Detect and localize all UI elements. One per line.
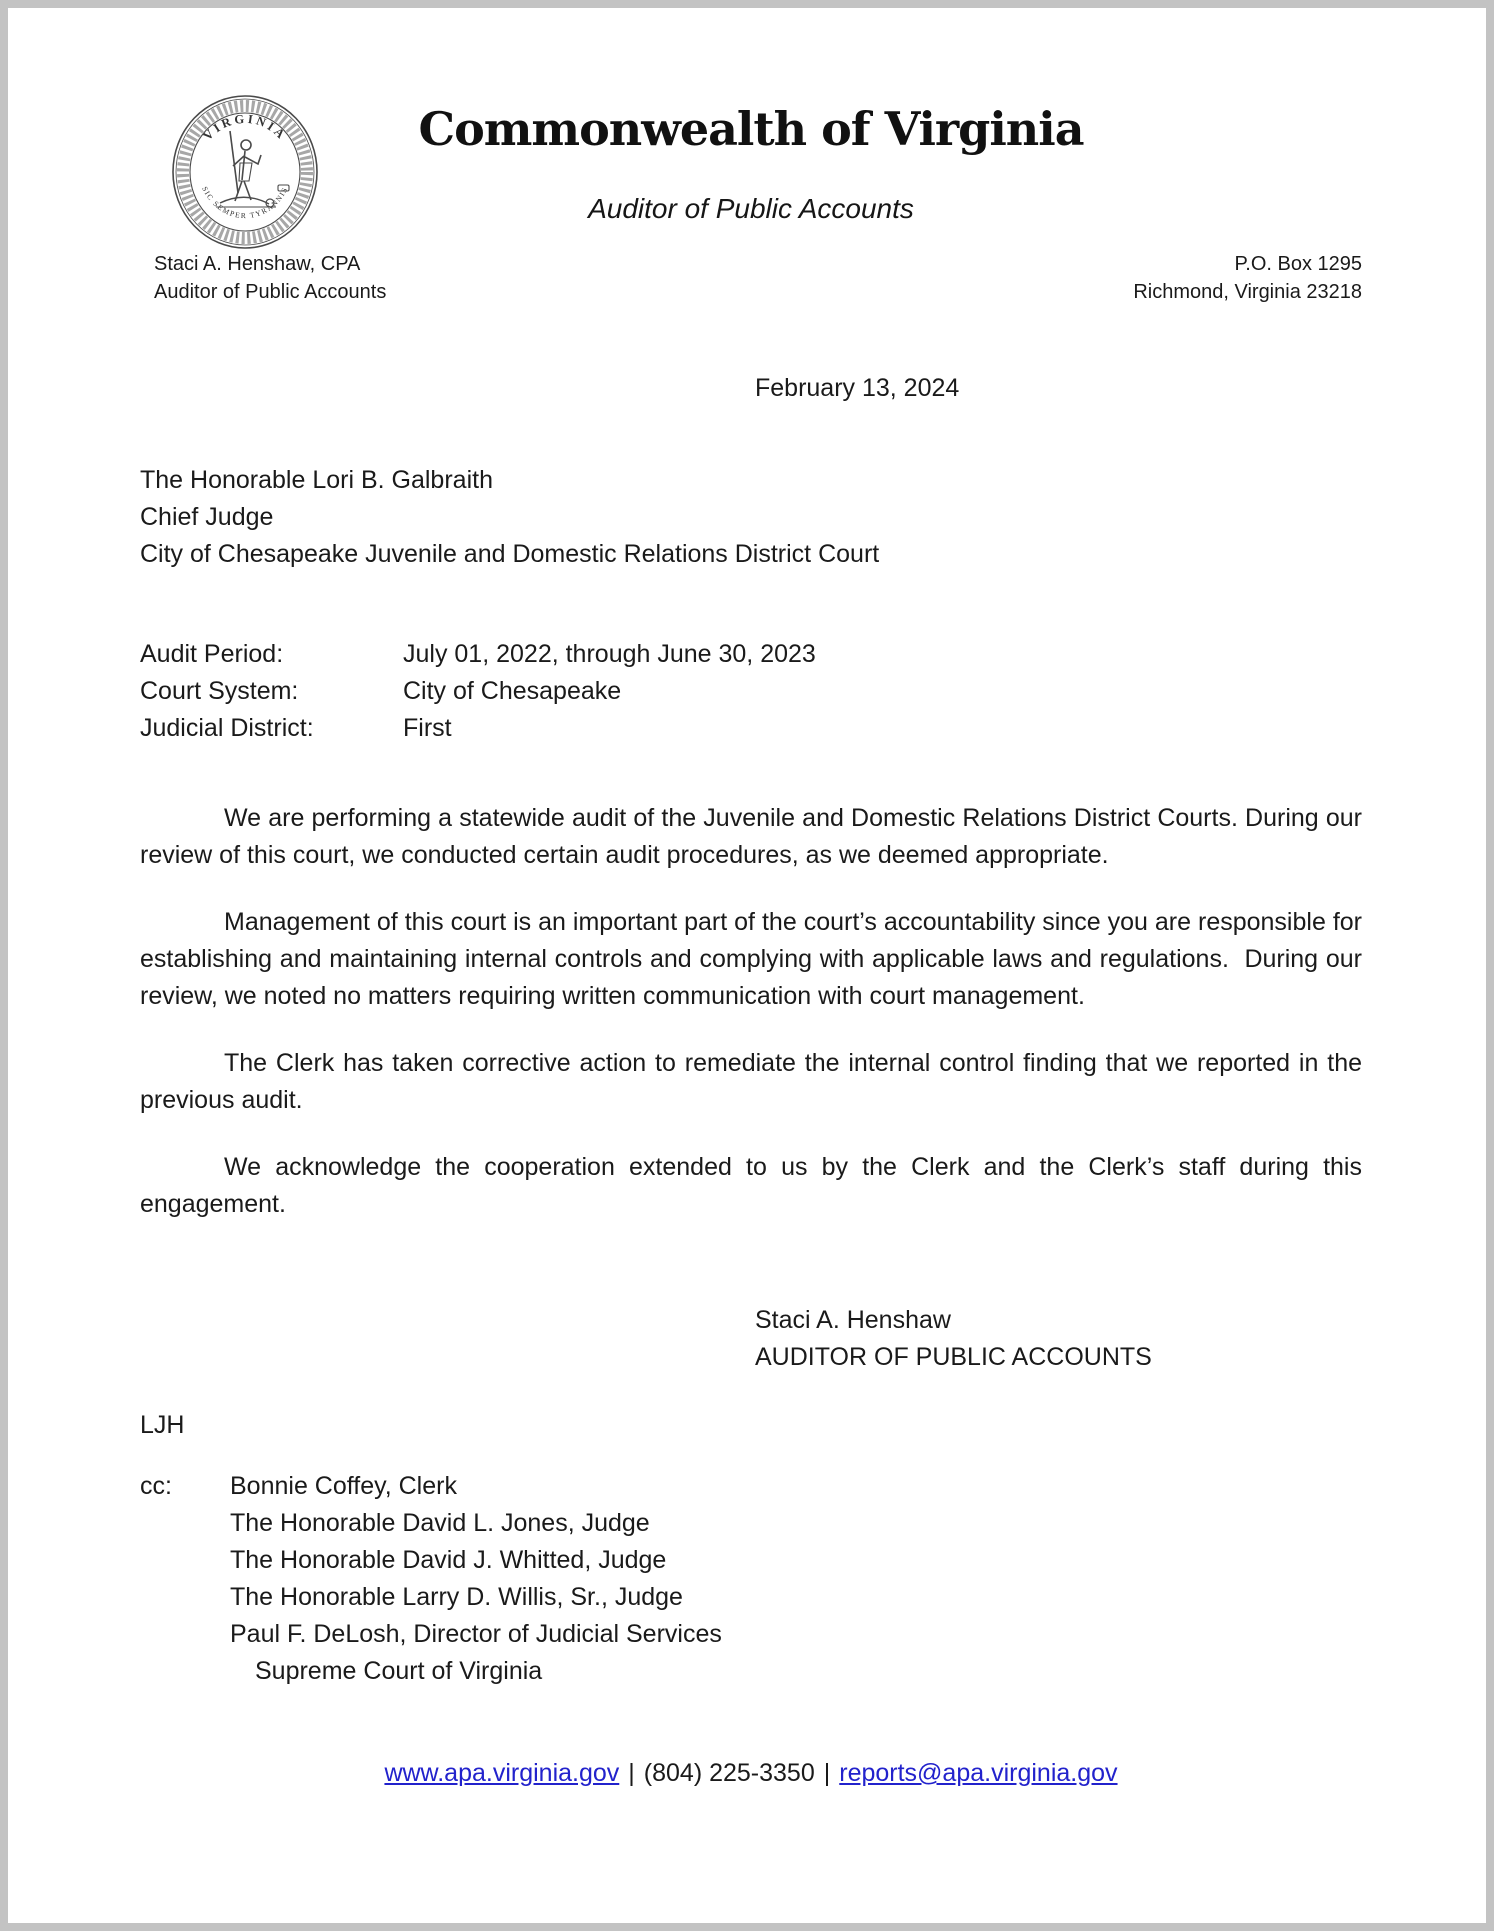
letterhead-title: Commonwealth of Virginia (418, 102, 1084, 156)
body-paragraph-4: We acknowledge the cooperation extended to us by the Clerk and the Clerk’s staff during this engagement. (140, 1153, 1362, 1218)
address-block (1133, 250, 1362, 306)
cc-label: cc: (140, 1472, 172, 1500)
body-paragraph-2: Management of this court is an important part of the court’s accountability since you are responsible for establishing and maintaining internal controls and complying with applicable laws and regulations. During our review, we noted no matters requiring written communication with court management. (140, 908, 1362, 1010)
detail-value: First (403, 714, 452, 742)
footer-contact-line (140, 1755, 1362, 1792)
recipient-block (140, 462, 1362, 573)
signature-block (140, 1302, 1362, 1376)
address-line-1: P.O. Box 1295 (1234, 253, 1362, 275)
official-name: Staci A. Henshaw, CPA (154, 253, 361, 275)
signature-title: AUDITOR OF PUBLIC ACCOUNTS (755, 1343, 1152, 1371)
letterhead-info-row (140, 250, 1362, 306)
address-line-2: Richmond, Virginia 23218 (1133, 281, 1362, 303)
cc-item: Supreme Court of Virginia (255, 1657, 543, 1685)
cc-item: The Honorable Larry D. Willis, Sr., Judge (230, 1583, 683, 1611)
detail-row-judicial-district (140, 710, 1362, 747)
svg-text:SIC SEMPER TYRANNIS (200, 185, 290, 220)
detail-label: Judicial District: (140, 714, 314, 742)
official-title: Auditor of Public Accounts (154, 281, 387, 303)
cc-list (230, 1468, 722, 1690)
detail-value: July 01, 2022, through June 30, 2023 (403, 640, 816, 668)
virginia-state-seal-icon (170, 93, 320, 251)
footer-separator: | (823, 1759, 831, 1787)
cc-item: Paul F. DeLosh, Director of Judicial Services (230, 1620, 722, 1648)
letterhead-subtitle: Auditor of Public Accounts (588, 193, 914, 224)
detail-label: Court System: (140, 677, 299, 705)
website-link[interactable]: www.apa.virginia.gov (384, 1759, 620, 1787)
phone-number: (804) 225-3350 (643, 1759, 815, 1787)
seal-top-text: VIRGINIA (200, 111, 290, 144)
cc-item: Bonnie Coffey, Clerk (230, 1472, 457, 1500)
detail-row-court-system (140, 673, 1362, 710)
detail-value: City of Chesapeake (403, 677, 622, 705)
cc-item: The Honorable David J. Whitted, Judge (230, 1546, 667, 1574)
signature-name: Staci A. Henshaw (755, 1306, 951, 1334)
svg-text:VIRGINIA (200, 112, 289, 143)
cc-block (140, 1468, 1362, 1690)
detail-label: Audit Period: (140, 640, 284, 668)
body-paragraph-3: The Clerk has taken corrective action to remediate the internal control finding that we reported in the previous audit. (140, 1049, 1362, 1114)
recipient-organization: City of Chesapeake Juvenile and Domestic Relations District Court (140, 540, 880, 568)
cc-item: The Honorable David L. Jones, Judge (230, 1509, 650, 1537)
seal-bottom-text: SIC SEMPER TYRANNIS (200, 184, 290, 221)
body-paragraph-1: We are performing a statewide audit of the Juvenile and Domestic Relations District Courts. During our review of this court, we conducted certain audit procedures, as we deemed appropriate. (140, 804, 1362, 869)
footer-separator: | (628, 1759, 635, 1787)
email-link[interactable]: reports@apa.virginia.gov (839, 1759, 1118, 1787)
detail-row-audit-period (140, 636, 1362, 673)
recipient-title: Chief Judge (140, 503, 274, 531)
recipient-name: The Honorable Lori B. Galbraith (140, 466, 493, 494)
letter-date: February 13, 2024 (755, 374, 960, 402)
official-block (154, 250, 386, 306)
typist-initials: LJH (140, 1411, 185, 1439)
audit-details (140, 636, 1362, 747)
